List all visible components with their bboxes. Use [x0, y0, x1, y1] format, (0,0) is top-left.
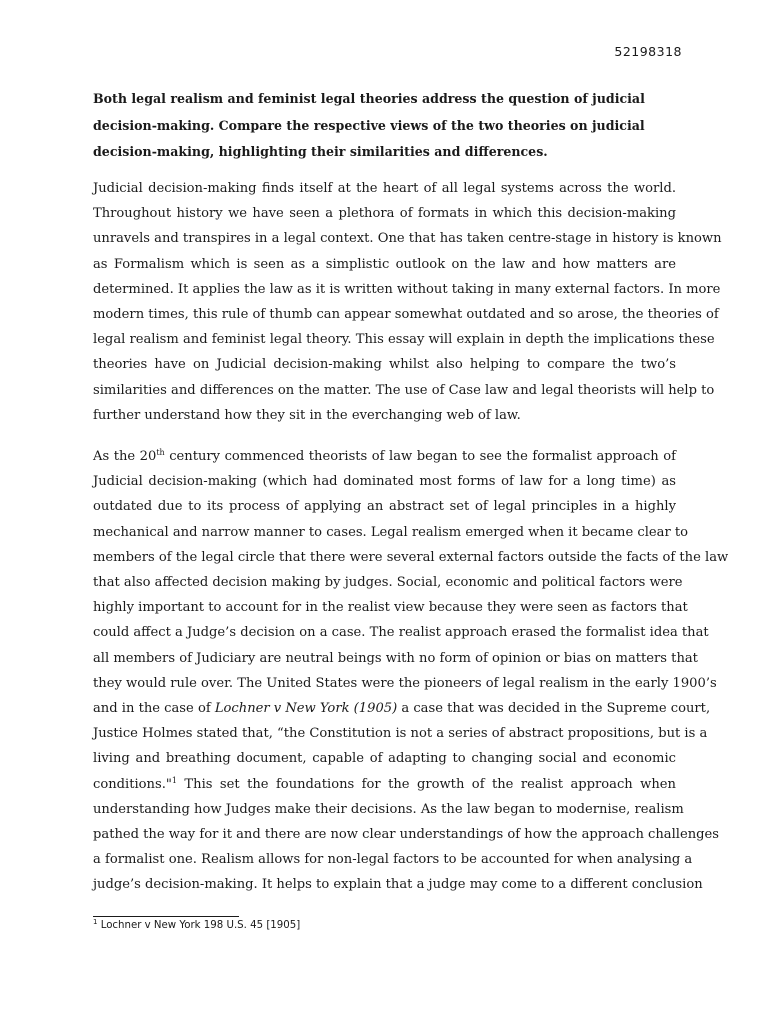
- footnote-text: Lochner v New York 198 U.S. 45 [1905]: [97, 920, 301, 931]
- ordinal-superscript: th: [156, 448, 165, 457]
- text-line: could affect a Judge’s decision on a case. The realist approach erased the formalist idea that: [93, 625, 709, 641]
- case-citation: Lochner v New York (1905): [214, 701, 398, 717]
- text-line: as Formalism which is seen as a simplistic outlook on the law and how matters are: [93, 256, 676, 272]
- page-number: 52198318: [614, 44, 682, 59]
- text-line: judge’s decision-making. It helps to explain that a judge may come to a different conclusion: [93, 877, 703, 893]
- text-line: unravels and transpires in a legal context. One that has taken centre-stage in history is known: [93, 231, 722, 247]
- text-line: [93, 772, 676, 797]
- text-line: Throughout history we have seen a plethora of formats in which this decision-making: [93, 206, 676, 222]
- text-line: modern times, this rule of thumb can appear somewhat outdated and so arose, the theories of: [93, 307, 719, 323]
- text-line: legal realism and feminist legal theory. This essay will explain in depth the implications these: [93, 332, 715, 348]
- text-line: highly important to account for in the realist view because they were seen as factors that: [93, 600, 688, 616]
- footnote-number: 1: [93, 918, 98, 926]
- text-run: This set the foundations for the growth of the realist approach when: [176, 776, 676, 792]
- text-line: living and breathing document, capable of adapting to changing social and economic: [93, 751, 676, 767]
- footnote-divider: [93, 916, 239, 917]
- footnote-reference[interactable]: 1: [171, 775, 177, 785]
- text-line: that also affected decision making by judges. Social, economic and political factors were: [93, 575, 683, 591]
- text-line: similarities and differences on the matter. The use of Case law and legal theorists will help to: [93, 382, 715, 398]
- text-run: century commenced theorists of law began to see the formalist approach of: [164, 449, 676, 464]
- text-line: members of the legal circle that there were several external factors outside the facts of the law: [93, 549, 729, 565]
- text-line: [93, 696, 711, 721]
- text-run: As the 20: [93, 449, 157, 464]
- text-line: Judicial decision-making finds itself at the heart of all legal systems across the world.: [93, 181, 676, 196]
- text-run: and in the case of: [93, 701, 215, 717]
- text-line: theories have on Judicial decision-making whilst also helping to compare the two’s: [93, 357, 676, 373]
- text-line: [93, 444, 676, 469]
- text-line: Justice Holmes stated that, “the Constitution is not a series of abstract propositions, but is a: [93, 726, 708, 742]
- essay-question: Both legal realism and feminist legal theories address the question of judicial decision-making. Compare the respective views of the two theories on judicial decision-making, highlighting their similarities and differences.: [93, 91, 645, 159]
- text-line: understanding how Judges make their decisions. As the law began to modernise, realism: [93, 801, 684, 817]
- text-line: mechanical and narrow manner to cases. Legal realism emerged when it became clear to: [93, 524, 689, 540]
- text-line: determined. It applies the law as it is written without taking in many external factors. In more: [93, 281, 721, 297]
- footnote: [93, 920, 300, 931]
- text-line: Judicial decision-making (which had dominated most forms of law for a long time) as: [93, 474, 676, 490]
- paragraph-2: [93, 444, 729, 898]
- text-line: all members of Judiciary are neutral beings with no form of opinion or bias on matters that: [93, 650, 698, 666]
- text-line: they would rule over. The United States were the pioneers of legal realism in the early 1900’s: [93, 675, 717, 691]
- text-line: pathed the way for it and there are now clear understandings of how the approach challenges: [93, 827, 720, 843]
- text-run: conditions.": [93, 776, 172, 792]
- text-line: outdated due to its process of applying an abstract set of legal principles in a highly: [93, 499, 676, 515]
- text-line: further understand how they sit in the everchanging web of law.: [93, 407, 521, 423]
- text-run: a case that was decided in the Supreme court,: [397, 701, 711, 717]
- paragraph-1: [93, 176, 722, 428]
- text-line: a formalist one. Realism allows for non-legal factors to be accounted for when analysing a: [93, 852, 693, 868]
